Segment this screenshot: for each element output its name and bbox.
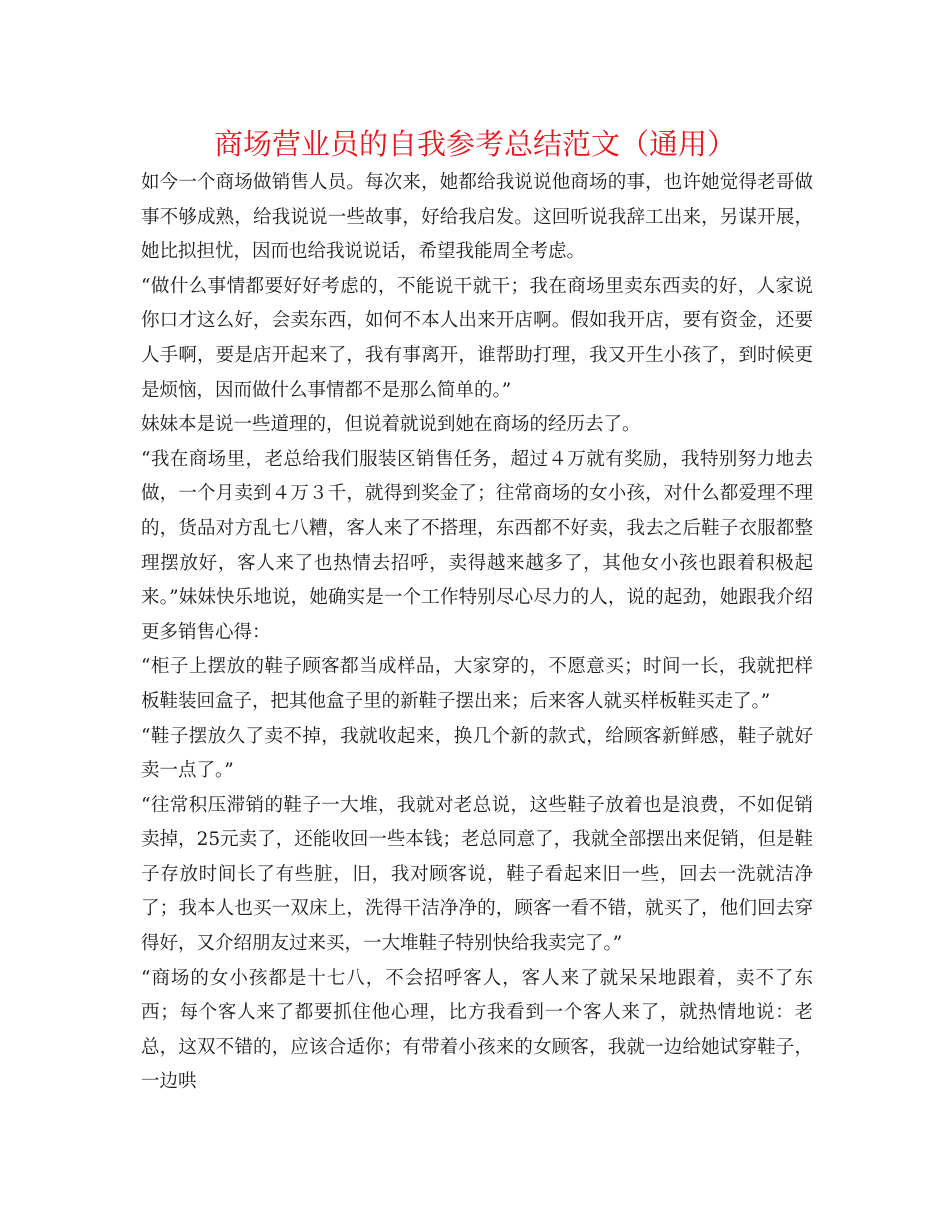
paragraph: “商场的女小孩都是十七八，不会招呼客人，客人来了就呆呆地跟着，卖不了东西；每个客人来了都要抓住他心理，比方我看到一个客人来了，就热情地说：老总，这双不错的，应该合适你；有带着小孩来的女顾客，我就一边给她试穿鞋子，一边哄 [141, 967, 813, 1093]
paragraph: 妹妹本是说一些道理的，但说着就说到她在商场的经历去了。 [141, 414, 641, 436]
paragraph: “我在商场里，老总给我们服装区销售任务，超过４万就有奖励，我特别努力地去做，一个月卖到４万３千，就得到奖金了；往常商场的女小孩，对什么都爱理不理的，货品对方乱七八糟，客人来了不搭理，东西都不好卖，我去之后鞋子衣服都整理摆放好，客人来了也热情去招呼，卖得越来越多了，其他女小孩也跟着积极起来。”妹妹快乐地说，她确实是一个工作特别尽心尽力的人，说的起劲，她跟我介绍更多销售心得： [141, 448, 813, 643]
document-title: 商场营业员的自我参考总结范文（通用） [213, 127, 736, 161]
paragraph: “往常积压滞销的鞋子一大堆，我就对老总说，这些鞋子放着也是浪费，不如促销卖掉，25元卖了，还能收回一些本钱；老总同意了，我就全部摆出来促销，但是鞋子存放时间长了有些脏，旧，我对顾客说，鞋子看起来旧一些，回去一洗就洁净了；我本人也买一双床上，洗得干洁净净的，顾客一看不错，就买了，他们回去穿得好，又介绍朋友过来买，一大堆鞋子特别快给我卖完了。” [141, 794, 813, 955]
paragraph: “做什么事情都要好好考虑的，不能说干就干；我在商场里卖东西卖的好，人家说你口才这么好，会卖东西，如何不本人出来开店啊。假如我开店，要有资金，还要人手啊，要是店开起来了，我有事离开，谁帮助打理，我又开生小孩了，到时候更是烦恼，因而做什么事情都不是那么简单的。” [141, 275, 813, 401]
document-body [141, 166, 813, 1100]
paragraph: 如今一个商场做销售人员。每次来，她都给我说说他商场的事，也许她觉得老哥做事不够成熟，给我说说一些故事，好给我启发。这回听说我辞工出来，另谋开展，她比拟担忧，因而也给我说说话，希望我能周全考虑。 [141, 172, 813, 263]
paragraph: “柜子上摆放的鞋子顾客都当成样品，大家穿的，不愿意买；时间一长，我就把样板鞋装回盒子，把其他盒子里的新鞋子摆出来；后来客人就买样板鞋买走了。” [141, 656, 813, 712]
paragraph: “鞋子摆放久了卖不掉，我就收起来，换几个新的款式，给顾客新鲜感，鞋子就好卖一点了。” [141, 725, 813, 782]
